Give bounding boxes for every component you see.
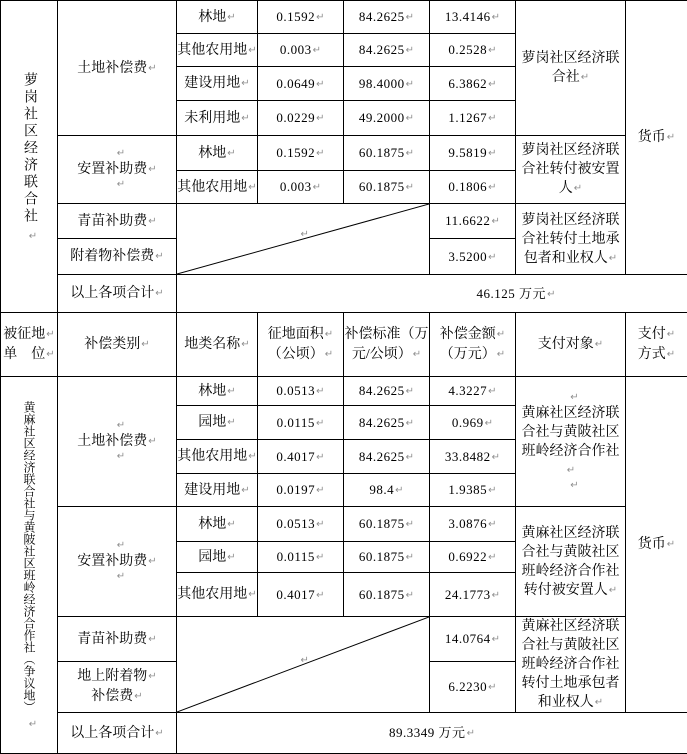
total-value-cell: 89.3349 万元↵ xyxy=(177,713,687,754)
paragraph-mark-icon: ↵ xyxy=(406,12,414,23)
paragraph-mark-icon: ↵ xyxy=(488,182,496,193)
total-label-cell: 以上各项合计↵ xyxy=(58,275,177,313)
standard-cell: 60.1875↵ xyxy=(344,542,430,573)
paragraph-mark-icon: ↵ xyxy=(241,78,249,89)
header-land-type: 地类名称↵ xyxy=(177,313,258,377)
amount-cell: 4.3227↵ xyxy=(430,377,516,406)
paragraph-mark-icon: ↵ xyxy=(570,480,578,491)
header-amount: 补偿金额↵ （万元）↵ xyxy=(430,313,516,377)
paragraph-mark-icon: ↵ xyxy=(148,436,156,447)
area-cell: 0.0197↵ xyxy=(258,474,344,507)
payee-cell: 萝岗社区经济联合社↵ xyxy=(516,1,626,136)
amount-cell: 3.0876↵ xyxy=(430,507,516,542)
paragraph-mark-icon: ↵ xyxy=(155,251,163,262)
header-method: 支付↵ 方式↵ xyxy=(626,313,687,377)
paragraph-mark-icon: ↵ xyxy=(300,650,308,669)
payee-cell: 黄麻社区经济联合社与黄陂社区班岭经济合作社转付被安置人↵ xyxy=(516,507,626,617)
area-cell: 0.4017↵ xyxy=(258,440,344,474)
paragraph-mark-icon: ↵ xyxy=(313,45,321,56)
land-type-cell: 其他农用地↵ xyxy=(177,34,258,67)
payee-cell: 萝岗社区经济联合社转付被安置人↵ xyxy=(516,136,626,204)
standard-cell: 60.1875↵ xyxy=(344,507,430,542)
paragraph-mark-icon: ↵ xyxy=(595,697,603,708)
paragraph-mark-icon: ↵ xyxy=(567,465,575,476)
amount-cell: 13.4146↵ xyxy=(430,1,516,34)
paragraph-mark-icon: ↵ xyxy=(46,329,54,340)
paragraph-mark-icon: ↵ xyxy=(667,329,675,340)
paragraph-mark-icon: ↵ xyxy=(406,45,414,56)
paragraph-mark-icon: ↵ xyxy=(492,634,500,645)
paragraph-mark-icon: ↵ xyxy=(406,552,414,563)
area-cell: 0.0649↵ xyxy=(258,67,344,101)
paragraph-mark-icon: ↵ xyxy=(227,417,235,428)
paragraph-mark-icon: ↵ xyxy=(241,485,249,496)
area-cell: 0.0115↵ xyxy=(258,406,344,440)
paragraph-mark-icon: ↵ xyxy=(491,216,499,227)
paragraph-mark-icon: ↵ xyxy=(492,590,500,601)
paragraph-mark-icon: ↵ xyxy=(313,182,321,193)
paragraph-mark-icon: ↵ xyxy=(227,552,235,563)
paragraph-mark-icon: ↵ xyxy=(667,539,675,550)
paragraph-mark-icon: ↵ xyxy=(325,349,333,360)
category-label: 土地补偿费 xyxy=(77,61,147,76)
standard-cell: 84.2625↵ xyxy=(344,1,430,34)
paragraph-mark-icon: ↵ xyxy=(413,349,421,360)
paragraph-mark-icon: ↵ xyxy=(570,392,578,403)
paragraph-mark-icon: ↵ xyxy=(316,485,324,496)
paragraph-mark-icon: ↵ xyxy=(497,329,505,340)
area-cell: 0.1592↵ xyxy=(258,1,344,34)
land-type-cell: 园地↵ xyxy=(177,542,258,573)
paragraph-mark-icon: ↵ xyxy=(248,45,256,56)
category-label: 安置补助费 xyxy=(77,162,147,177)
category-cell xyxy=(58,1,177,136)
payee-cell: ↵ 黄麻社区经济联合社与黄陂社区班岭经济合作社↵ ↵ xyxy=(516,377,626,507)
paragraph-mark-icon: ↵ xyxy=(406,79,414,90)
category-cell xyxy=(58,239,177,275)
paragraph-mark-icon: ↵ xyxy=(227,519,235,530)
header-category: 补偿类别↵ xyxy=(58,313,177,377)
payee-cell: 黄麻社区经济联合社与黄陂社区班岭经济合作社转付土地承包者和业权人↵ xyxy=(516,617,626,713)
paragraph-mark-icon: ↵ xyxy=(667,349,675,360)
table-header-row xyxy=(1,313,687,377)
area-cell: 0.0513↵ xyxy=(258,377,344,406)
area-cell: 0.0115↵ xyxy=(258,542,344,573)
area-cell: 0.1592↵ xyxy=(258,136,344,171)
diagonal-empty-cell xyxy=(177,204,430,275)
paragraph-mark-icon: ↵ xyxy=(406,148,414,159)
paragraph-mark-icon: ↵ xyxy=(488,148,496,159)
standard-cell: 60.1875↵ xyxy=(344,136,430,171)
land-type-cell: 其他农用地↵ xyxy=(177,440,258,474)
paragraph-mark-icon: ↵ xyxy=(316,113,324,124)
paragraph-mark-icon: ↵ xyxy=(248,182,256,193)
paragraph-mark-icon: ↵ xyxy=(325,329,333,340)
category-cell xyxy=(58,204,177,239)
header-area: 征地面积↵ （公顷）↵ xyxy=(258,313,344,377)
paragraph-mark-icon: ↵ xyxy=(316,12,324,23)
amount-cell: 9.5819↵ xyxy=(430,136,516,171)
paragraph-mark-icon: ↵ xyxy=(148,556,156,567)
area-cell: 0.0229↵ xyxy=(258,101,344,136)
paragraph-mark-icon: ↵ xyxy=(488,252,496,263)
paragraph-mark-icon: ↵ xyxy=(316,519,324,530)
paragraph-mark-icon: ↵ xyxy=(667,132,675,143)
paragraph-mark-icon: ↵ xyxy=(316,452,324,463)
paragraph-mark-icon: ↵ xyxy=(148,216,156,227)
paragraph-mark-icon: ↵ xyxy=(406,182,414,193)
total-label-cell: 以上各项合计↵ xyxy=(58,713,177,754)
paragraph-mark-icon: ↵ xyxy=(117,148,125,159)
standard-cell: 60.1875↵ xyxy=(344,171,430,204)
paragraph-mark-icon: ↵ xyxy=(148,671,156,682)
paragraph-mark-icon: ↵ xyxy=(406,590,414,601)
paragraph-mark-icon: ↵ xyxy=(316,148,324,159)
paragraph-mark-icon: ↵ xyxy=(488,552,496,563)
standard-cell: 84.2625↵ xyxy=(344,406,430,440)
paragraph-mark-icon: ↵ xyxy=(155,728,163,739)
paragraph-mark-icon: ↵ xyxy=(148,634,156,645)
land-type-cell: 其他农用地↵ xyxy=(177,573,258,617)
category-cell xyxy=(58,136,177,204)
paragraph-mark-icon: ↵ xyxy=(141,339,149,350)
paragraph-mark-icon: ↵ xyxy=(241,113,249,124)
category-cell xyxy=(58,662,177,713)
paragraph-mark-icon: ↵ xyxy=(488,485,496,496)
amount-cell: 6.2230↵ xyxy=(430,662,516,713)
category-cell xyxy=(58,617,177,662)
land-type-cell: 建设用地↵ xyxy=(177,474,258,507)
paragraph-mark-icon: ↵ xyxy=(117,420,125,431)
amount-cell: 3.5200↵ xyxy=(430,239,516,275)
header-unit: 被征地↵ 单 位↵ xyxy=(1,313,58,377)
paragraph-mark-icon: ↵ xyxy=(488,45,496,56)
standard-cell: 84.2625↵ xyxy=(344,377,430,406)
land-type-cell: 未利用地↵ xyxy=(177,101,258,136)
paragraph-mark-icon: ↵ xyxy=(581,72,589,83)
standard-cell: 84.2625↵ xyxy=(344,34,430,67)
paragraph-mark-icon: ↵ xyxy=(316,386,324,397)
payee-cell: 萝岗社区经济联合社转付土地承包者和业权人↵ xyxy=(516,204,626,275)
standard-cell: 84.2625↵ xyxy=(344,440,430,474)
paragraph-mark-icon: ↵ xyxy=(497,349,505,360)
paragraph-mark-icon: ↵ xyxy=(467,728,475,739)
paragraph-mark-icon: ↵ xyxy=(488,682,496,693)
paragraph-mark-icon: ↵ xyxy=(117,540,125,551)
land-type-cell: 林地↵ xyxy=(177,1,258,34)
paragraph-mark-icon: ↵ xyxy=(155,288,163,299)
paragraph-mark-icon: ↵ xyxy=(300,225,308,244)
amount-cell: 0.1806↵ xyxy=(430,171,516,204)
standard-cell: 98.4↵ xyxy=(344,474,430,507)
paragraph-mark-icon: ↵ xyxy=(488,113,496,124)
paragraph-mark-icon: ↵ xyxy=(134,691,142,702)
payment-method-cell: 货币↵ xyxy=(626,377,687,713)
total-value-cell: 46.125 万元↵ xyxy=(177,275,687,313)
area-cell: 0.0513↵ xyxy=(258,507,344,542)
category-label: 青苗补助费 xyxy=(77,214,147,229)
paragraph-mark-icon: ↵ xyxy=(609,585,617,596)
paragraph-mark-icon: ↵ xyxy=(46,349,54,360)
paragraph-mark-icon: ↵ xyxy=(574,183,582,194)
paragraph-mark-icon: ↵ xyxy=(609,253,617,264)
category-label: 安置补助费 xyxy=(77,554,147,569)
amount-cell: 33.8482↵ xyxy=(430,440,516,474)
paragraph-mark-icon: ↵ xyxy=(148,164,156,175)
unit-cell xyxy=(1,1,58,313)
paragraph-mark-icon: ↵ xyxy=(316,552,324,563)
area-cell: 0.4017↵ xyxy=(258,573,344,617)
standard-cell: 49.2000↵ xyxy=(344,101,430,136)
header-standard: 补偿标准（万 元/公顷）↵ xyxy=(344,313,430,377)
paragraph-mark-icon: ↵ xyxy=(488,519,496,530)
land-type-cell: 林地↵ xyxy=(177,377,258,406)
land-type-cell: 其他农用地↵ xyxy=(177,171,258,204)
land-type-cell: 建设用地↵ xyxy=(177,67,258,101)
area-cell: 0.003↵ xyxy=(258,171,344,204)
paragraph-mark-icon: ↵ xyxy=(117,179,125,190)
unit-name-vertical: 萝岗社区经济联合社 xyxy=(21,72,37,225)
category-cell xyxy=(58,377,177,507)
paragraph-mark-icon: ↵ xyxy=(117,451,125,462)
paragraph-mark-icon: ↵ xyxy=(29,719,37,730)
amount-cell: 14.0764↵ xyxy=(430,617,516,662)
paragraph-mark-icon: ↵ xyxy=(248,589,256,600)
amount-cell: 24.1773↵ xyxy=(430,573,516,617)
land-type-cell: 园地↵ xyxy=(177,406,258,440)
unit-name-vertical: 黄麻社区经济联合社与黄陂社区班岭经济合作社（争议地） xyxy=(22,401,36,713)
paragraph-mark-icon: ↵ xyxy=(406,452,414,463)
paragraph-mark-icon: ↵ xyxy=(117,571,125,582)
paragraph-mark-icon: ↵ xyxy=(227,386,235,397)
area-cell: 0.003↵ xyxy=(258,34,344,67)
category-label: 土地补偿费 xyxy=(77,434,147,449)
paragraph-mark-icon: ↵ xyxy=(227,12,235,23)
paragraph-mark-icon: ↵ xyxy=(395,485,403,496)
amount-cell: 6.3862↵ xyxy=(430,67,516,101)
amount-cell: 0.969↵ xyxy=(430,406,516,440)
amount-cell: 11.6622↵ xyxy=(430,204,516,239)
paragraph-mark-icon: ↵ xyxy=(248,451,256,462)
paragraph-mark-icon: ↵ xyxy=(316,79,324,90)
standard-cell: 60.1875↵ xyxy=(344,573,430,617)
category-cell xyxy=(58,507,177,617)
paragraph-mark-icon: ↵ xyxy=(595,339,603,350)
paragraph-mark-icon: ↵ xyxy=(316,418,324,429)
paragraph-mark-icon: ↵ xyxy=(406,519,414,530)
land-type-cell: 林地↵ xyxy=(177,136,258,171)
category-label: 附着物补偿费 xyxy=(70,249,154,264)
payment-method-cell: 货币↵ xyxy=(626,1,687,275)
diagonal-empty-cell xyxy=(177,617,430,713)
paragraph-mark-icon: ↵ xyxy=(406,386,414,397)
category-label: 地上附着物 xyxy=(77,669,147,684)
paragraph-mark-icon: ↵ xyxy=(547,289,555,300)
paragraph-mark-icon: ↵ xyxy=(148,63,156,74)
standard-cell: 98.4000↵ xyxy=(344,67,430,101)
paragraph-mark-icon: ↵ xyxy=(29,231,37,242)
paragraph-mark-icon: ↵ xyxy=(406,113,414,124)
header-payee: 支付对象↵ xyxy=(516,313,626,377)
paragraph-mark-icon: ↵ xyxy=(485,418,493,429)
paragraph-mark-icon: ↵ xyxy=(241,339,249,350)
category-label: 补偿费 xyxy=(91,689,133,704)
land-type-cell: 林地↵ xyxy=(177,507,258,542)
paragraph-mark-icon: ↵ xyxy=(492,12,500,23)
amount-cell: 1.1267↵ xyxy=(430,101,516,136)
paragraph-mark-icon: ↵ xyxy=(488,386,496,397)
unit-cell xyxy=(1,377,58,754)
paragraph-mark-icon: ↵ xyxy=(316,590,324,601)
paragraph-mark-icon: ↵ xyxy=(227,148,235,159)
amount-cell: 0.2528↵ xyxy=(430,34,516,67)
paragraph-mark-icon: ↵ xyxy=(488,79,496,90)
amount-cell: 0.6922↵ xyxy=(430,542,516,573)
paragraph-mark-icon: ↵ xyxy=(492,452,500,463)
category-label: 青苗补助费 xyxy=(77,632,147,647)
amount-cell: 1.9385↵ xyxy=(430,474,516,507)
paragraph-mark-icon: ↵ xyxy=(406,418,414,429)
